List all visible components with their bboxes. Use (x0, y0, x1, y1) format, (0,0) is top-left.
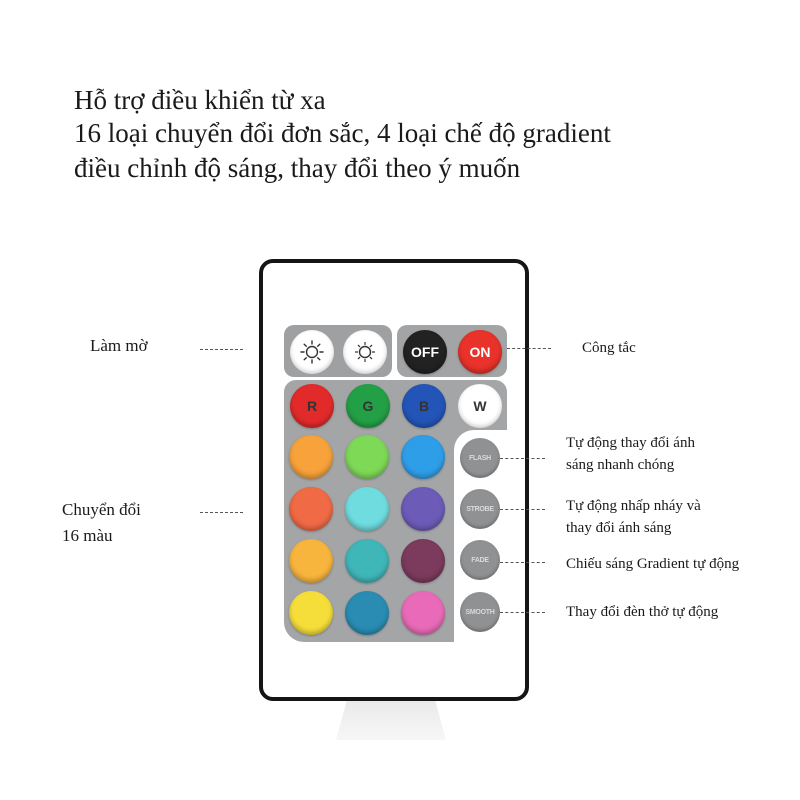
power-label: Công tắc (582, 340, 636, 356)
flash-leader-line (500, 458, 545, 459)
colors-leader-line (200, 512, 243, 513)
power-on-button[interactable]: ON (458, 330, 502, 374)
strobe-label-line-2: thay đổi ánh sáng (566, 520, 672, 536)
color-button[interactable] (345, 487, 389, 531)
smooth-label: Thay đổi đèn thở tự động (566, 604, 719, 620)
dimming-label: Làm mờ (90, 336, 148, 355)
smooth-button[interactable]: SMOOTH (460, 592, 500, 632)
power-off-button[interactable]: OFF (403, 330, 447, 374)
flash-label-line-1: Tự động thay đổi ánh (566, 435, 695, 451)
remote-stand (336, 700, 446, 740)
color-button[interactable] (289, 487, 333, 531)
blue-button[interactable]: B (402, 384, 446, 428)
power-leader-line (507, 348, 551, 349)
strobe-button[interactable]: STROBE (460, 489, 500, 529)
strobe-leader-line (500, 509, 545, 510)
brightness-up-button[interactable] (290, 330, 334, 374)
colors-label-line-1: Chuyển đổi (62, 500, 141, 519)
headline-line-3: điều chỉnh độ sáng, thay đổi theo ý muốn (74, 153, 521, 183)
color-button[interactable] (401, 487, 445, 531)
brightness-up-icon (299, 339, 325, 365)
color-button[interactable] (289, 539, 333, 583)
brightness-down-button[interactable] (343, 330, 387, 374)
color-button[interactable] (401, 591, 445, 635)
color-button[interactable] (401, 539, 445, 583)
dimming-leader-line (200, 349, 243, 350)
flash-label-line-2: sáng nhanh chóng (566, 457, 675, 473)
white-button[interactable]: W (458, 384, 502, 428)
brightness-down-icon (352, 339, 378, 365)
color-button[interactable] (401, 435, 445, 479)
color-button[interactable] (345, 591, 389, 635)
green-button[interactable]: G (346, 384, 390, 428)
red-button[interactable]: R (290, 384, 334, 428)
color-button[interactable] (289, 435, 333, 479)
color-button[interactable] (345, 435, 389, 479)
headline-line-2: 16 loại chuyển đổi đơn sắc, 4 loại chế độ gradient (74, 118, 611, 148)
fade-label: Chiếu sáng Gradient tự động (566, 556, 740, 572)
colors-label-line-2: 16 màu (62, 526, 113, 545)
smooth-leader-line (500, 612, 545, 613)
fade-button[interactable]: FADE (460, 540, 500, 580)
fade-leader-line (500, 562, 545, 563)
color-button[interactable] (289, 591, 333, 635)
headline-line-1: Hỗ trợ điều khiển từ xa (74, 85, 326, 115)
flash-button[interactable]: FLASH (460, 438, 500, 478)
strobe-label-line-1: Tự động nhấp nháy và (566, 498, 701, 514)
color-button[interactable] (345, 539, 389, 583)
